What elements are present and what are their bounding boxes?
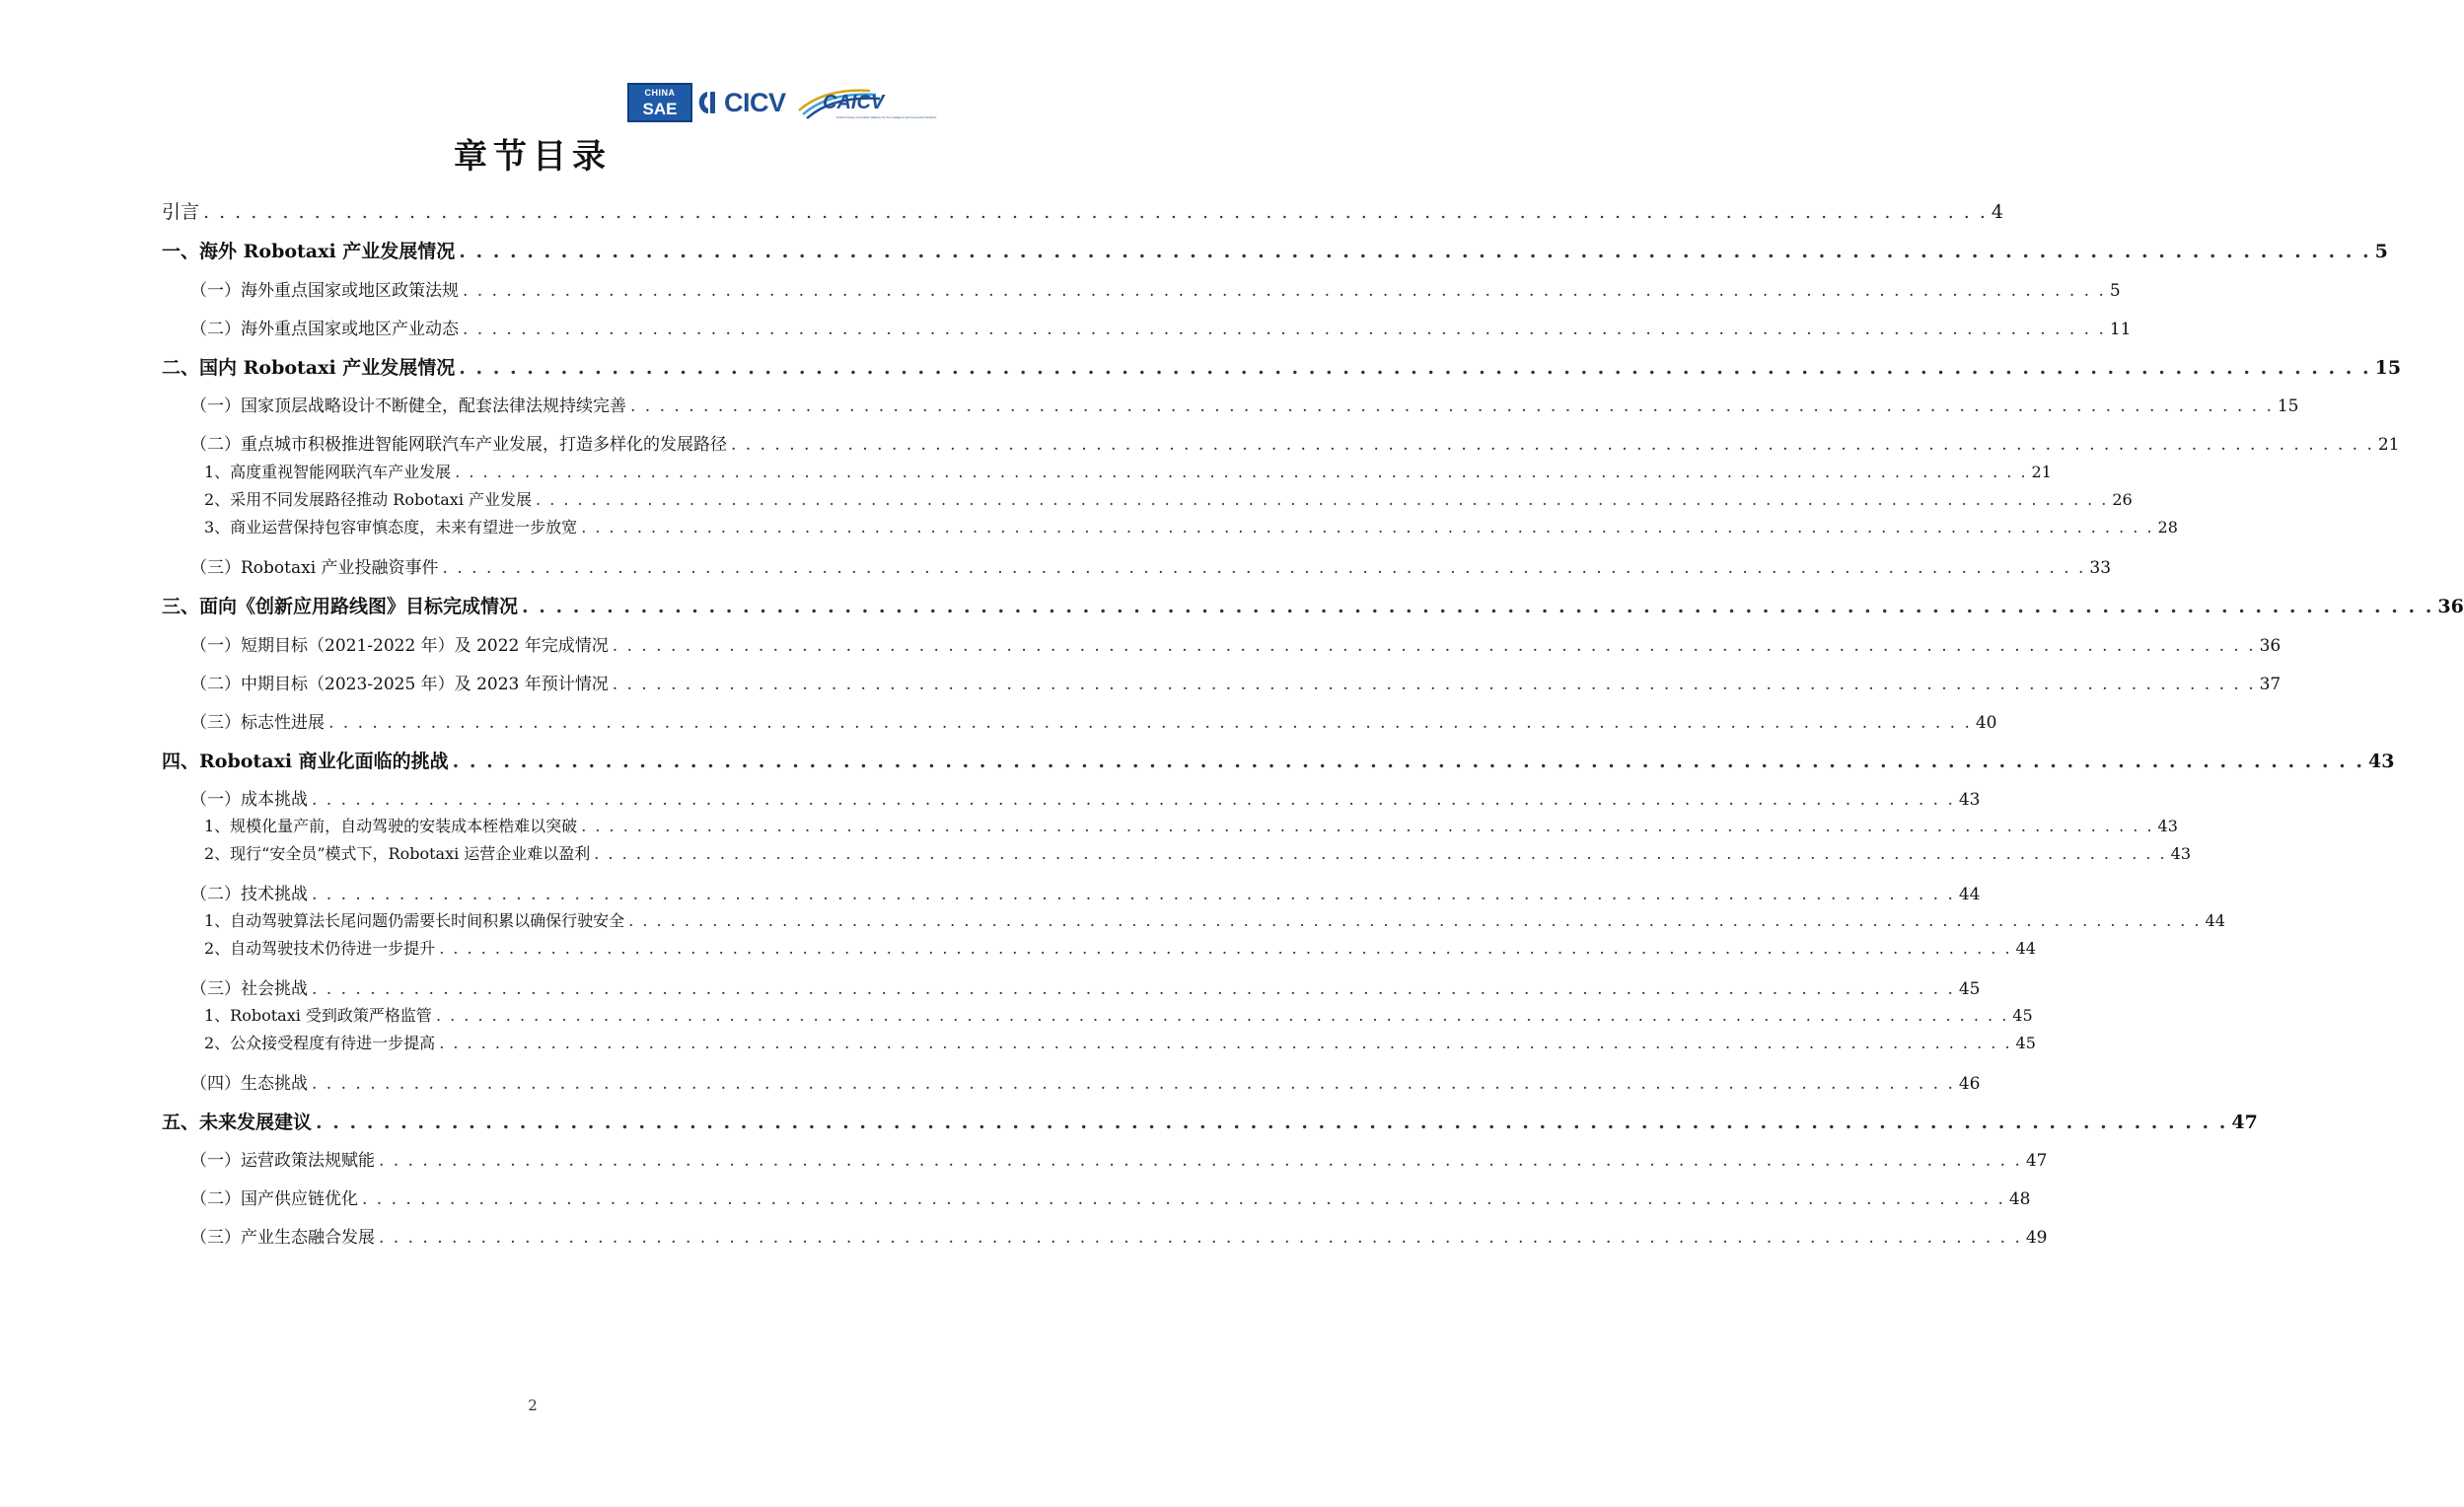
toc-page-number: 5 <box>2374 241 2388 262</box>
dot-leader <box>379 1228 2022 1248</box>
dot-leader <box>459 241 2370 262</box>
toc-entry-section[interactable] <box>190 785 1981 810</box>
toc-entry-subsection[interactable] <box>204 814 2178 836</box>
toc-page-number: 43 <box>1958 790 1981 810</box>
toc-label: 1、高度重视智能网联汽车产业发展 <box>204 463 452 481</box>
toc-label: 3、商业运营保持包容审慎态度，未来有望进一步放宽 <box>204 518 578 537</box>
toc-page-number: 47 <box>2025 1151 2048 1171</box>
toc-page-number: 45 <box>2012 1006 2033 1025</box>
toc-page-number: 43 <box>2368 751 2395 772</box>
toc-label: （一）短期目标（2021-2022 年）及 2022 年完成情况 <box>190 636 609 656</box>
toc-page-number: 33 <box>2089 558 2112 578</box>
dot-leader <box>581 817 2153 835</box>
page-title: 章节目录 <box>454 137 612 177</box>
dot-leader <box>316 1112 2227 1133</box>
toc-entry-section[interactable] <box>190 315 2132 339</box>
dot-leader <box>628 911 2201 930</box>
toc-entry-subsection[interactable] <box>204 908 2225 931</box>
toc-label: （一）国家顶层战略设计不断健全，配套法律法规持续完善 <box>190 396 626 416</box>
toc-entry-section[interactable] <box>190 392 2299 416</box>
toc-label: 五、未来发展建议 <box>162 1112 313 1133</box>
toc-entry-subsection[interactable] <box>204 460 2052 482</box>
toc-page-number: 43 <box>2170 844 2191 863</box>
sae-logo-bottom-text: SAE <box>642 100 678 118</box>
toc-page-number: 46 <box>1958 1074 1981 1094</box>
dot-leader <box>312 790 1955 810</box>
toc-label: 引言 <box>162 201 200 223</box>
toc-page-number: 11 <box>2109 320 2132 339</box>
toc-entry-section[interactable] <box>190 631 2282 656</box>
dot-leader <box>522 596 2433 617</box>
dot-leader <box>463 320 2106 339</box>
toc-page-number: 37 <box>2259 675 2282 694</box>
toc-label: （三）社会挑战 <box>190 979 308 999</box>
toc-label: （三）标志性进展 <box>190 713 325 733</box>
sae-logo-top-text: CHINA <box>644 88 676 98</box>
toc-entry-chapter-3[interactable] <box>162 592 2464 618</box>
dot-leader <box>312 1074 1955 1094</box>
toc-label: 2、自动驾驶技术仍待进一步提升 <box>204 939 436 958</box>
toc-page-number: 4 <box>1991 201 2004 223</box>
toc-entry-section[interactable] <box>190 1223 2048 1248</box>
toc-page-number: 26 <box>2112 490 2133 509</box>
toc-label: （一）运营政策法规赋能 <box>190 1151 375 1171</box>
toc-page-number: 44 <box>2015 939 2036 958</box>
toc-entry-section[interactable] <box>190 670 2282 694</box>
toc-entry-section[interactable] <box>190 974 1981 999</box>
dot-leader <box>362 1189 2005 1209</box>
dot-leader <box>312 885 1955 904</box>
toc-label: （三）产业生态融合发展 <box>190 1228 375 1248</box>
dot-leader <box>379 1151 2022 1171</box>
toc-page-number: 45 <box>1958 979 1981 999</box>
cicv-logo-text: CICV <box>724 88 786 117</box>
toc-page-number: 40 <box>1975 713 1997 733</box>
toc-page-number: 44 <box>1958 885 1981 904</box>
dot-leader <box>436 1006 2008 1025</box>
dot-leader <box>328 713 1972 733</box>
toc-page-number: 43 <box>2157 817 2178 835</box>
toc-entry-subsection[interactable] <box>204 936 2036 959</box>
toc-entry-subsection[interactable] <box>204 1031 2036 1053</box>
toc-label: 一、海外 Robotaxi 产业发展情况 <box>162 241 456 262</box>
toc-label: 三、面向《创新应用路线图》目标完成情况 <box>162 596 519 617</box>
toc-label: 1、规模化量产前，自动驾驶的安装成本桎梏难以突破 <box>204 817 578 835</box>
svg-text:China Industry Innovation Alli: China Industry Innovation Alliance for the Intelligent and Connected Vehicles <box>836 115 937 119</box>
toc-label: 四、Robotaxi 商业化面临的挑战 <box>162 751 449 772</box>
page-number: 2 <box>528 1397 538 1414</box>
toc-entry-section[interactable] <box>190 708 1997 733</box>
toc-page-number: 28 <box>2157 518 2178 537</box>
dot-leader <box>203 201 1988 223</box>
toc-label: （一）成本挑战 <box>190 790 308 810</box>
toc-label: （二）技术挑战 <box>190 885 308 904</box>
toc-page-number: 36 <box>2437 596 2464 617</box>
dot-leader <box>594 844 2166 863</box>
toc-entry-subsection[interactable] <box>204 515 2178 538</box>
dot-leader <box>613 636 2256 656</box>
dot-leader <box>459 357 2370 379</box>
toc-page-number: 15 <box>2277 396 2299 416</box>
toc-label: （一）海外重点国家或地区政策法规 <box>190 281 459 301</box>
toc-entry-section[interactable] <box>190 553 2112 578</box>
toc-label: 2、现行“安全员”模式下，Robotaxi 运营企业难以盈利 <box>204 844 591 863</box>
toc-label: （三）Robotaxi 产业投融资事件 <box>190 558 439 578</box>
toc-entry-subsection[interactable] <box>204 487 2133 510</box>
toc-page-number: 44 <box>2205 911 2225 930</box>
toc-label: （二）重点城市积极推进智能网联汽车产业发展，打造多样化的发展路径 <box>190 435 727 455</box>
toc-label: （二）国产供应链优化 <box>190 1189 358 1209</box>
toc-entry-chapter-5[interactable] <box>162 1108 2258 1134</box>
toc-label: 2、公众接受程度有待进一步提高 <box>204 1034 436 1052</box>
toc-entry-chapter-4[interactable] <box>162 747 2395 773</box>
dot-leader <box>613 675 2256 694</box>
toc-label: （二）中期目标（2023-2025 年）及 2023 年预计情况 <box>190 675 609 694</box>
dot-leader <box>630 396 2274 416</box>
toc-page-number: 15 <box>2374 357 2402 379</box>
toc-page-number: 36 <box>2259 636 2282 656</box>
toc-page-number: 45 <box>2015 1034 2036 1052</box>
dot-leader <box>312 979 1955 999</box>
toc-entry-subsection[interactable] <box>204 1003 2033 1026</box>
dot-leader <box>453 751 2364 772</box>
toc-page-number: 47 <box>2231 1112 2258 1133</box>
toc-entry-section[interactable] <box>190 276 2121 301</box>
toc-page-number: 48 <box>2008 1189 2031 1209</box>
toc-label: 1、Robotaxi 受到政策严格监管 <box>204 1006 432 1025</box>
toc-entry-section[interactable] <box>190 1184 2031 1209</box>
toc-entry-section[interactable] <box>190 430 2400 455</box>
toc-entry-section[interactable] <box>190 1146 2048 1171</box>
toc-entry-section[interactable] <box>190 1069 1981 1094</box>
dot-leader <box>439 1034 2011 1052</box>
toc-label: 二、国内 Robotaxi 产业发展情况 <box>162 357 456 379</box>
toc-page-number: 21 <box>2031 463 2052 481</box>
dot-leader <box>581 518 2153 537</box>
toc-page-number: 49 <box>2025 1228 2048 1248</box>
toc-page-number: 21 <box>2377 435 2400 455</box>
toc-label: 2、采用不同发展路径推动 Robotaxi 产业发展 <box>204 490 533 509</box>
dot-leader <box>439 939 2011 958</box>
toc-label: 1、自动驾驶算法长尾问题仍需要长时间积累以确保行驶安全 <box>204 911 625 930</box>
dot-leader <box>536 490 2108 509</box>
dot-leader <box>455 463 2027 481</box>
toc-label: （四）生态挑战 <box>190 1074 308 1094</box>
dot-leader <box>463 281 2106 301</box>
toc-entry-chapter-1[interactable] <box>162 237 2388 263</box>
toc-page-number: 5 <box>2109 281 2121 301</box>
dot-leader <box>731 435 2374 455</box>
svg-text:CAICV: CAICV <box>823 92 885 113</box>
toc-entry-introduction[interactable] <box>162 197 2004 224</box>
toc-entry-subsection[interactable] <box>204 841 2191 864</box>
toc-entry-section[interactable] <box>190 880 1981 904</box>
dot-leader <box>443 558 2086 578</box>
toc-entry-chapter-2[interactable] <box>162 353 2402 380</box>
toc-label: （二）海外重点国家或地区产业动态 <box>190 320 459 339</box>
